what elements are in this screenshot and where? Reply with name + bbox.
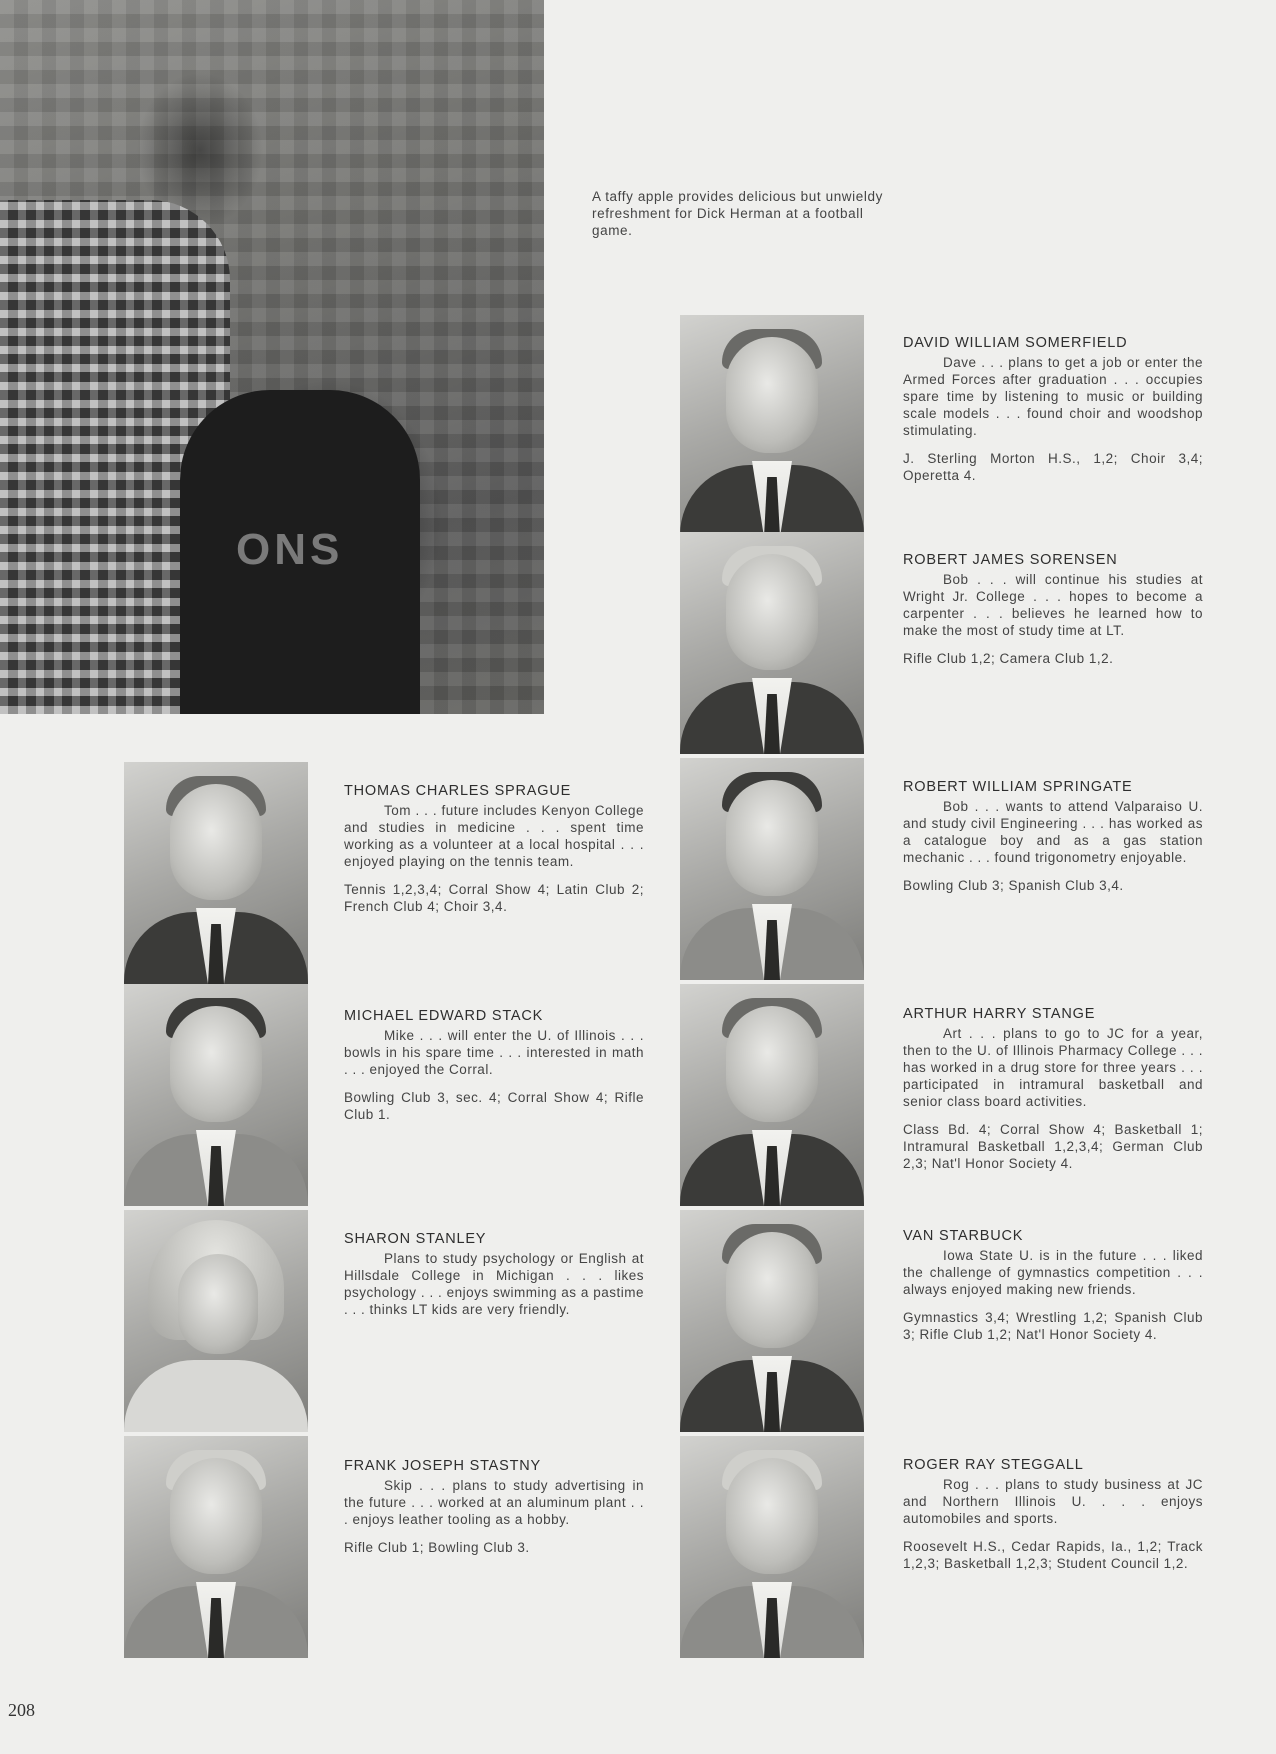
portrait-stack (124, 984, 308, 1206)
student-bio: Plans to study psychology or English at Hillsdale College in Michigan . . . likes psychology . . . enjoys swimming as a pastime . . . thinks LT kids are very friendly. (344, 1251, 644, 1317)
entry-somerfield (903, 335, 1203, 484)
portrait-somerfield (680, 315, 864, 537)
portrait-starbuck (680, 1210, 864, 1432)
entry-steggall (903, 1457, 1203, 1572)
entry-starbuck (903, 1228, 1203, 1343)
student-name: ROBERT JAMES SORENSEN (903, 552, 1118, 568)
portrait-springate (680, 758, 864, 980)
student-name: ARTHUR HARRY STANGE (903, 1006, 1096, 1022)
student-bio: Tom . . . future includes Kenyon College and studies in medicine . . . spent time working as a volunteer at a local hospital . . . enjoyed playing on the tennis team. (344, 803, 644, 869)
entry-stastny (344, 1458, 644, 1556)
student-name: DAVID WILLIAM SOMERFIELD (903, 335, 1128, 351)
entry-sorensen (903, 552, 1203, 667)
student-activities: Rifle Club 1,2; Camera Club 1,2. (903, 651, 1114, 666)
shirt-lettering: ONS (236, 525, 344, 574)
student-bio: Iowa State U. is in the future . . . liked the challenge of gymnastics competition . . . always enjoyed making new friends. (903, 1248, 1203, 1297)
student-bio: Mike . . . will enter the U. of Illinois . . . bowls in his spare time . . . interested in math . . . enjoyed the Corral. (344, 1028, 644, 1077)
photo-caption: A taffy apple provides delicious but unwieldy refreshment for Dick Herman at a football game. (592, 189, 883, 238)
portrait-sprague (124, 762, 308, 984)
student-activities: Gymnastics 3,4; Wrestling 1,2; Spanish Club 3; Rifle Club 1,2; Nat'l Honor Society 4. (903, 1310, 1203, 1342)
portrait-stange (680, 984, 864, 1206)
student-bio: Rog . . . plans to study business at JC and Northern Illinois U. . . . enjoys automobiles and sports. (903, 1477, 1203, 1526)
student-name: VAN STARBUCK (903, 1228, 1024, 1244)
portrait-sorensen (680, 532, 864, 754)
student-activities: Roosevelt H.S., Cedar Rapids, Ia., 1,2; Track 1,2,3; Basketball 1,2,3; Student Council 1,2. (903, 1539, 1203, 1571)
student-bio: Bob . . . wants to attend Valparaiso U. and study civil Engineering . . . has worked as a catalogue boy and as a gas station mechanic . . . found trigonometry enjoyable. (903, 799, 1203, 865)
entry-springate (903, 779, 1203, 894)
portrait-stastny (124, 1436, 308, 1658)
candid-photo (0, 0, 544, 714)
student-activities: Class Bd. 4; Corral Show 4; Basketball 1; Intramural Basketball 1,2,3,4; German Club 2,3; Nat'l Honor Society 4. (903, 1122, 1203, 1171)
student-bio: Dave . . . plans to get a job or enter the Armed Forces after graduation . . . occupies spare time by listening to music or building scale models . . . found choir and woodshop stimulating. (903, 355, 1203, 438)
student-activities: Rifle Club 1; Bowling Club 3. (344, 1540, 530, 1555)
student-activities: J. Sterling Morton H.S., 1,2; Choir 3,4; Operetta 4. (903, 451, 1203, 483)
student-name: SHARON STANLEY (344, 1231, 487, 1247)
entry-sprague (344, 783, 644, 915)
student-name: ROGER RAY STEGGALL (903, 1457, 1084, 1473)
student-name: MICHAEL EDWARD STACK (344, 1008, 544, 1024)
student-bio: Art . . . plans to go to JC for a year, then to the U. of Illinois Pharmacy College . . . has worked in a drug store for three years . . . participated in intramural basketball and senior class board activities. (903, 1026, 1203, 1109)
student-name: THOMAS CHARLES SPRAGUE (344, 783, 572, 799)
student-bio: Skip . . . plans to study advertising in the future . . . worked at an aluminum plant . . . enjoys leather tooling as a hobby. (344, 1478, 644, 1527)
entry-stange (903, 1006, 1203, 1172)
student-activities: Bowling Club 3; Spanish Club 3,4. (903, 878, 1124, 893)
entry-stanley (344, 1231, 644, 1318)
portrait-steggall (680, 1436, 864, 1658)
page-number: 208 (8, 1700, 35, 1720)
entry-stack (344, 1008, 644, 1123)
student-name: FRANK JOSEPH STASTNY (344, 1458, 542, 1474)
student-activities: Tennis 1,2,3,4; Corral Show 4; Latin Club 2; French Club 4; Choir 3,4. (344, 882, 644, 914)
student-activities: Bowling Club 3, sec. 4; Corral Show 4; Rifle Club 1. (344, 1090, 644, 1122)
portrait-stanley (124, 1210, 308, 1432)
student-bio: Bob . . . will continue his studies at Wright Jr. College . . . hopes to become a carpenter . . . believes he learned how to make the most of study time at LT. (903, 572, 1203, 638)
student-name: ROBERT WILLIAM SPRINGATE (903, 779, 1133, 795)
